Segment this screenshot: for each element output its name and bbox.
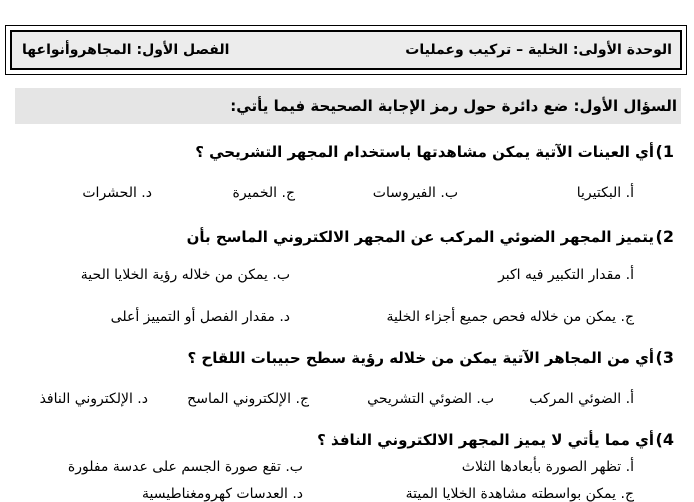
option-c: ج. يمكن من خلاله فحص جميع أجزاء الخلية bbox=[386, 309, 634, 325]
option-c: ج. يمكن بواسطته مشاهدة الخلايا الميتة bbox=[405, 486, 634, 502]
option-a: أ. الضوئي المركب bbox=[529, 391, 634, 407]
chapter-title: الفصل الأول: المجاهروأنواعها bbox=[22, 42, 230, 58]
option-b: ب. الضوئي التشريحي bbox=[367, 391, 494, 407]
option-c: ج. الخميرة bbox=[232, 185, 295, 201]
instruction-text: السؤال الأول: ضع دائرة حول رمز الإجابة الصحيحة فيما يأتي: bbox=[230, 97, 677, 115]
question-number: 4) bbox=[655, 430, 674, 449]
option-a: أ. تظهر الصورة بأبعادها الثلاث bbox=[461, 459, 634, 475]
question-text: يتميز المجهر الضوئي المركب عن المجهر الالكتروني الماسح بأن bbox=[186, 228, 654, 246]
header-box bbox=[10, 30, 682, 70]
question-text: أي مما يأتي لا يميز المجهر الالكتروني النافذ ؟ bbox=[317, 431, 654, 449]
option-d: د. مقدار الفصل أو التمييز أعلى bbox=[110, 309, 290, 325]
option-a: أ. البكتيريا bbox=[576, 185, 634, 201]
question-number: 2) bbox=[655, 227, 674, 246]
option-d: د. العدسات كهرومغناطيسية bbox=[142, 486, 303, 502]
question-text: أي من المجاهر الآتية يمكن من خلاله رؤية سطح حبيبات اللقاح ؟ bbox=[187, 349, 654, 367]
option-c: ج. الإلكتروني الماسح bbox=[187, 391, 309, 407]
unit-title: الوحدة الأولى: الخلية – تركيب وعمليات bbox=[405, 42, 672, 58]
option-d: د. الإلكتروني النافذ bbox=[39, 391, 148, 407]
option-d: د. الحشرات bbox=[82, 185, 152, 201]
question-text: أي العينات الآتية يمكن مشاهدتها باستخدام المجهر التشريحي ؟ bbox=[195, 143, 654, 161]
option-a: أ. مقدار التكبير فيه اكبر bbox=[498, 267, 634, 283]
option-b: ب. الفيروسات bbox=[372, 185, 458, 201]
instruction-bar bbox=[15, 88, 681, 124]
question-number: 1) bbox=[655, 142, 674, 161]
option-b: ب. تقع صورة الجسم على عدسة مفلورة bbox=[67, 459, 303, 475]
question-number: 3) bbox=[655, 348, 674, 367]
header-frame bbox=[5, 25, 687, 75]
option-b: ب. يمكن من خلاله رؤية الخلايا الحية bbox=[80, 267, 290, 283]
